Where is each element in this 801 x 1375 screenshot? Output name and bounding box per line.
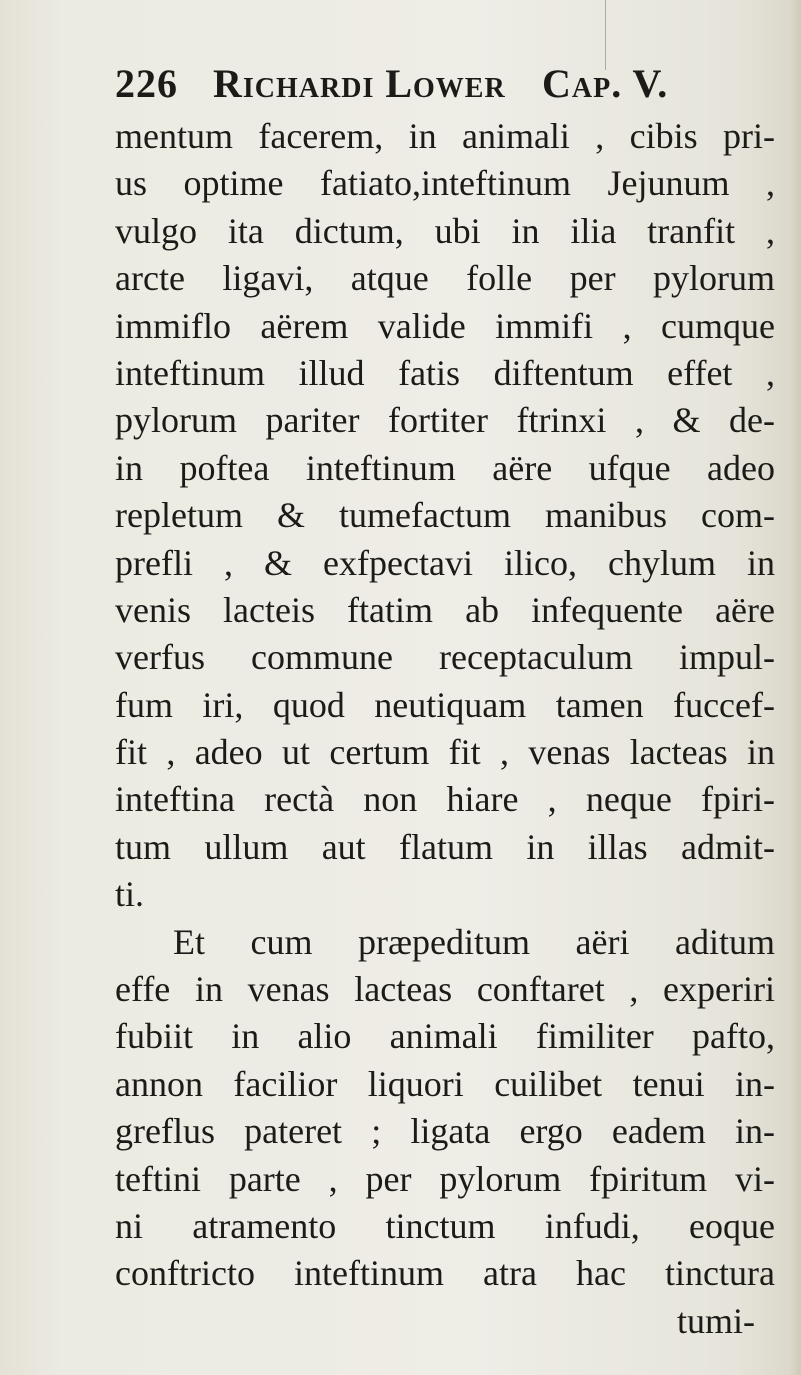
text-line: effe in venas lacteas conftaret , experiri [115, 969, 775, 1010]
text-line: repletum & tumefactum manibus com- [115, 495, 775, 536]
text-line: ni atramento tinctum infudi, eoque [115, 1205, 775, 1246]
text-line: venis lacteis ftatim ab infequente aëre [115, 589, 775, 630]
text-line: arcte ligavi, atque folle per pylorum [115, 258, 775, 299]
page-number: 226 [115, 61, 178, 106]
text-line: verfus commune receptaculum impul- [115, 637, 775, 678]
text-line: prefli , & exfpectavi ilico, chylum in [115, 542, 775, 583]
catchword: tumi- [677, 1300, 755, 1341]
text-line: conftricto inteftinum atra hac tinctura [115, 1253, 775, 1294]
text-line: teftini parte , per pylorum fpiritum vi- [115, 1158, 775, 1199]
page-edge-shadow [791, 0, 801, 1375]
text-line: us optime fatiato,inteftinum Jejunum , [115, 163, 775, 204]
text-line: tum ullum aut flatum in illas admit- [115, 826, 775, 867]
text-line: in poftea inteftinum aëre ufque adeo [115, 447, 775, 488]
text-line: Et cum præpeditum aëri aditum [173, 921, 775, 962]
text-line: fubiit in alio animali fimiliter pafto, [115, 1016, 775, 1057]
chapter-label: Cap. V. [542, 61, 669, 106]
text-line: annon facilior liquori cuilibet tenui in- [115, 1063, 775, 1104]
text-line: vulgo ita dictum, ubi in ilia tranfit , [115, 210, 775, 251]
text-line: fum iri, quod neutiquam tamen fuccef- [115, 684, 775, 725]
text-line: ti. [115, 874, 145, 915]
text-line: fit , adeo ut certum fit , venas lacteas in [115, 732, 775, 773]
text-line: pylorum pariter fortiter ftrinxi , & de- [115, 400, 775, 441]
text-line: inteftinum illud fatis diftentum effet , [115, 352, 775, 393]
running-head: Richardi Lower [213, 61, 506, 106]
page-header [115, 60, 775, 110]
text-line: immiflo aërem valide immifi , cumque [115, 305, 775, 346]
body-text [115, 113, 775, 1345]
text-line: mentum facerem, in animali , cibis pri- [115, 116, 775, 156]
text-line: greflus pateret ; ligata ergo eadem in- [115, 1111, 775, 1152]
text-line: inteftina rectà non hiare , neque fpiri- [115, 779, 775, 820]
